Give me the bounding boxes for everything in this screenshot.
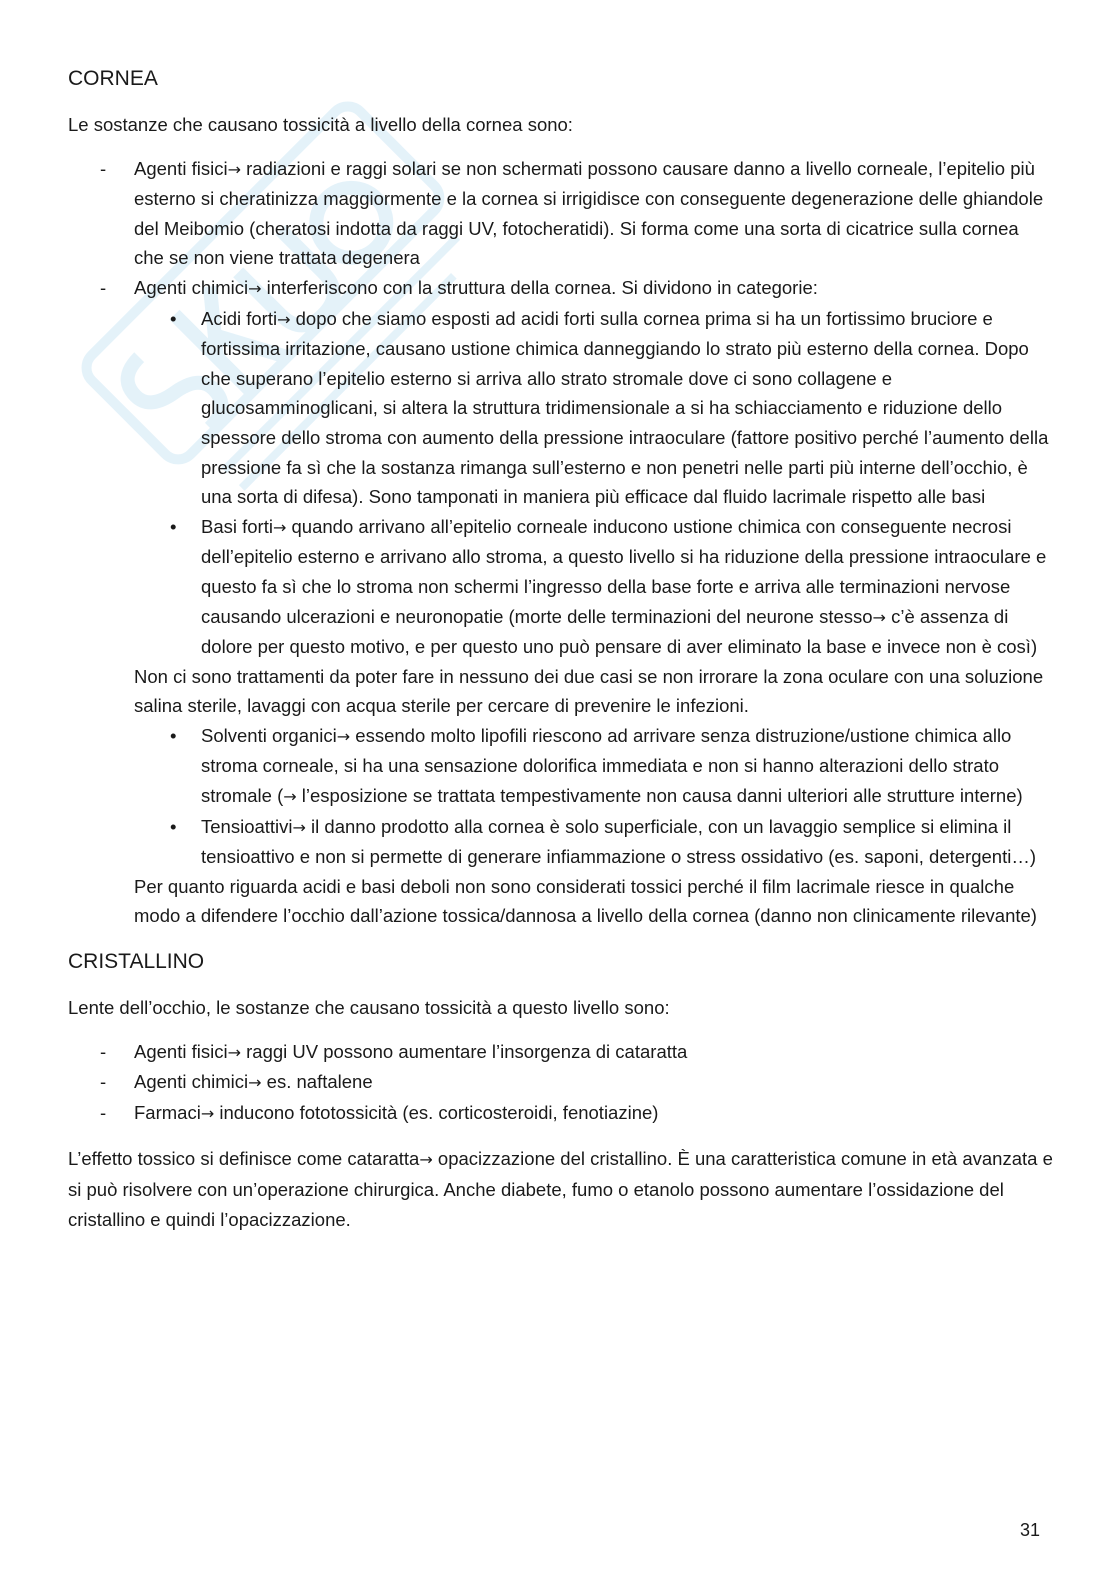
item-text: c’è assenza di dolore per questo motivo, e per questo uno può pensare di aver eliminato la base e invece non è così)	[201, 605, 1038, 658]
page-number: 31	[1020, 1520, 1041, 1540]
treatment-note: Non ci sono trattamenti da poter fare in nessuno dei due casi se non irrorare la zona oculare con una soluzione salina sterile, lavaggi con acqua sterile per cercare di prevenire le infezioni.	[134, 665, 1044, 717]
arrow-icon: →	[292, 817, 306, 837]
list-item	[68, 512, 1053, 662]
list-item	[68, 1067, 1053, 1098]
list-item	[68, 304, 1053, 512]
cataract-effect	[68, 1144, 1053, 1234]
arrow-icon: →	[227, 159, 241, 179]
document-body	[68, 64, 1053, 1234]
effect-label: L’effetto tossico si definisce come cataratta	[68, 1148, 420, 1170]
arrow-icon: →	[272, 517, 287, 537]
arrow-icon: →	[248, 1073, 262, 1093]
item-label: Agenti fisici	[134, 1040, 228, 1062]
list-item	[68, 1037, 1053, 1068]
arrow-icon: →	[283, 787, 297, 807]
arrow-icon: →	[227, 1042, 241, 1062]
item-text: raggi UV possono aumentare l’insorgenza di cataratta	[240, 1040, 688, 1062]
item-text: dopo che siamo esposti ad acidi forti sulla cornea prima si ha un fortissimo bruciore e fortissima irritazione, causano ustione chimica danneggiando lo strato più esterno della cornea. Dopo che superano l’epitelio esterno si arriva allo strato stromale dove ci sono collagene e glucosamminoglicani, si altera la struttura tridimensionale a si ha schiacciamento e riduzione dello spessore dello stroma con aumento della pressione intraoculare (fattore positivo perché l’aumento della pressione fa sì che la sostanza rimanga sull’esterno e non penetri nelle parti più interne dell’occhio, è una sorta di difesa). Sono tamponati in maniera più efficace dal fluido lacrimale rispetto alle basi	[201, 307, 1049, 508]
arrow-icon: →	[872, 607, 886, 627]
list-item	[68, 1098, 1053, 1129]
item-text: l’esposizione se trattata tempestivamente non causa danni ulteriori alle strutture interne)	[296, 785, 1023, 807]
arrow-icon: →	[336, 726, 351, 746]
list-item	[68, 273, 1053, 304]
item-label: Tensioattivi	[201, 815, 293, 837]
item-text: il danno prodotto alla cornea è solo superficiale, con un lavaggio semplice si elimina il tensioattivo e non si permette di generare infiammazione o stress ossidativo (es. saponi, detergenti…)	[201, 815, 1036, 868]
item-text: interferiscono con la struttura della cornea. Si dividono in categorie:	[261, 276, 818, 298]
arrow-icon: →	[277, 309, 291, 329]
section-title-cornea: CORNEA	[68, 67, 158, 90]
chemical-categories-list-2	[68, 721, 1053, 872]
item-text: radiazioni e raggi solari se non schermati possono causare danno a livello corneale, l’epitelio più esterno si cheratinizza maggiormente e la cornea si irrigidisce con conseguente degenerazione delle ghiandole del Meibomio (cheratosi indotta da raggi UV, fotocheratidi). Si forma come una sorta di cicatrice sulla cornea che se non viene trattata degenera	[134, 157, 1044, 269]
item-label: Agenti chimici	[134, 276, 249, 298]
list-item	[68, 812, 1053, 872]
arrow-icon: →	[248, 278, 262, 298]
item-text: es. naftalene	[261, 1071, 373, 1093]
item-text: quando arrivano all’epitelio corneale inducono ustione chimica con conseguente necrosi dell’epitelio esterno e arrivano allo stroma, a questo livello si ha riduzione della pressione intraoculare e questo fa sì che lo stroma non schermi l’ingresso della base forte e arriva alle terminazioni nervose causando ulcerazioni e neuronopatie (morte delle terminazioni del neurone stesso	[201, 515, 1047, 627]
arrow-icon: →	[200, 1103, 215, 1123]
cornea-intro: Le sostanze che causano tossicità a livello della cornea sono:	[68, 114, 573, 135]
effect-text: opacizzazione del cristallino. È una caratteristica comune in età avanzata e si può risolvere con un’operazione chirurgica. Anche diabete, fumo o etanolo possono aumentare l’ossidazione del cristallino e quindi l’opacizzazione.	[68, 1148, 1053, 1230]
list-item	[68, 721, 1053, 812]
item-label: Basi forti	[201, 515, 273, 537]
item-label: Agenti chimici	[134, 1071, 249, 1093]
cristallino-agent-list	[68, 1037, 1053, 1129]
weak-acids-note: Per quanto riguarda acidi e basi deboli non sono considerati tossici perché il film lacrimale riesce in qualche modo a difendere l’occhio dall’azione tossica/dannosa a livello della cornea (danno non clinicamente rilevante)	[134, 875, 1037, 927]
item-text: essendo molto lipofili riescono ad arrivare senza distruzione/ustione chimica allo stroma corneale, si ha una sensazione dolorifica immediata e non si hanno alterazioni dello strato stromale (	[201, 724, 1012, 807]
cristallino-intro: Lente dell’occhio, le sostanze che causano tossicità a questo livello sono:	[68, 997, 670, 1019]
item-label: Acidi forti	[201, 307, 278, 329]
arrow-icon: →	[419, 1150, 433, 1170]
item-label: Farmaci	[134, 1101, 201, 1123]
item-text: inducono fototossicità (es. corticosteroidi, fenotiazine)	[214, 1101, 659, 1123]
section-title-cristallino: CRISTALLINO	[68, 950, 205, 974]
cornea-agent-list	[68, 154, 1053, 304]
chemical-categories-list	[68, 304, 1053, 662]
list-item	[68, 154, 1053, 273]
item-label: Agenti fisici	[134, 157, 228, 179]
item-label: Solventi organici	[201, 724, 337, 746]
